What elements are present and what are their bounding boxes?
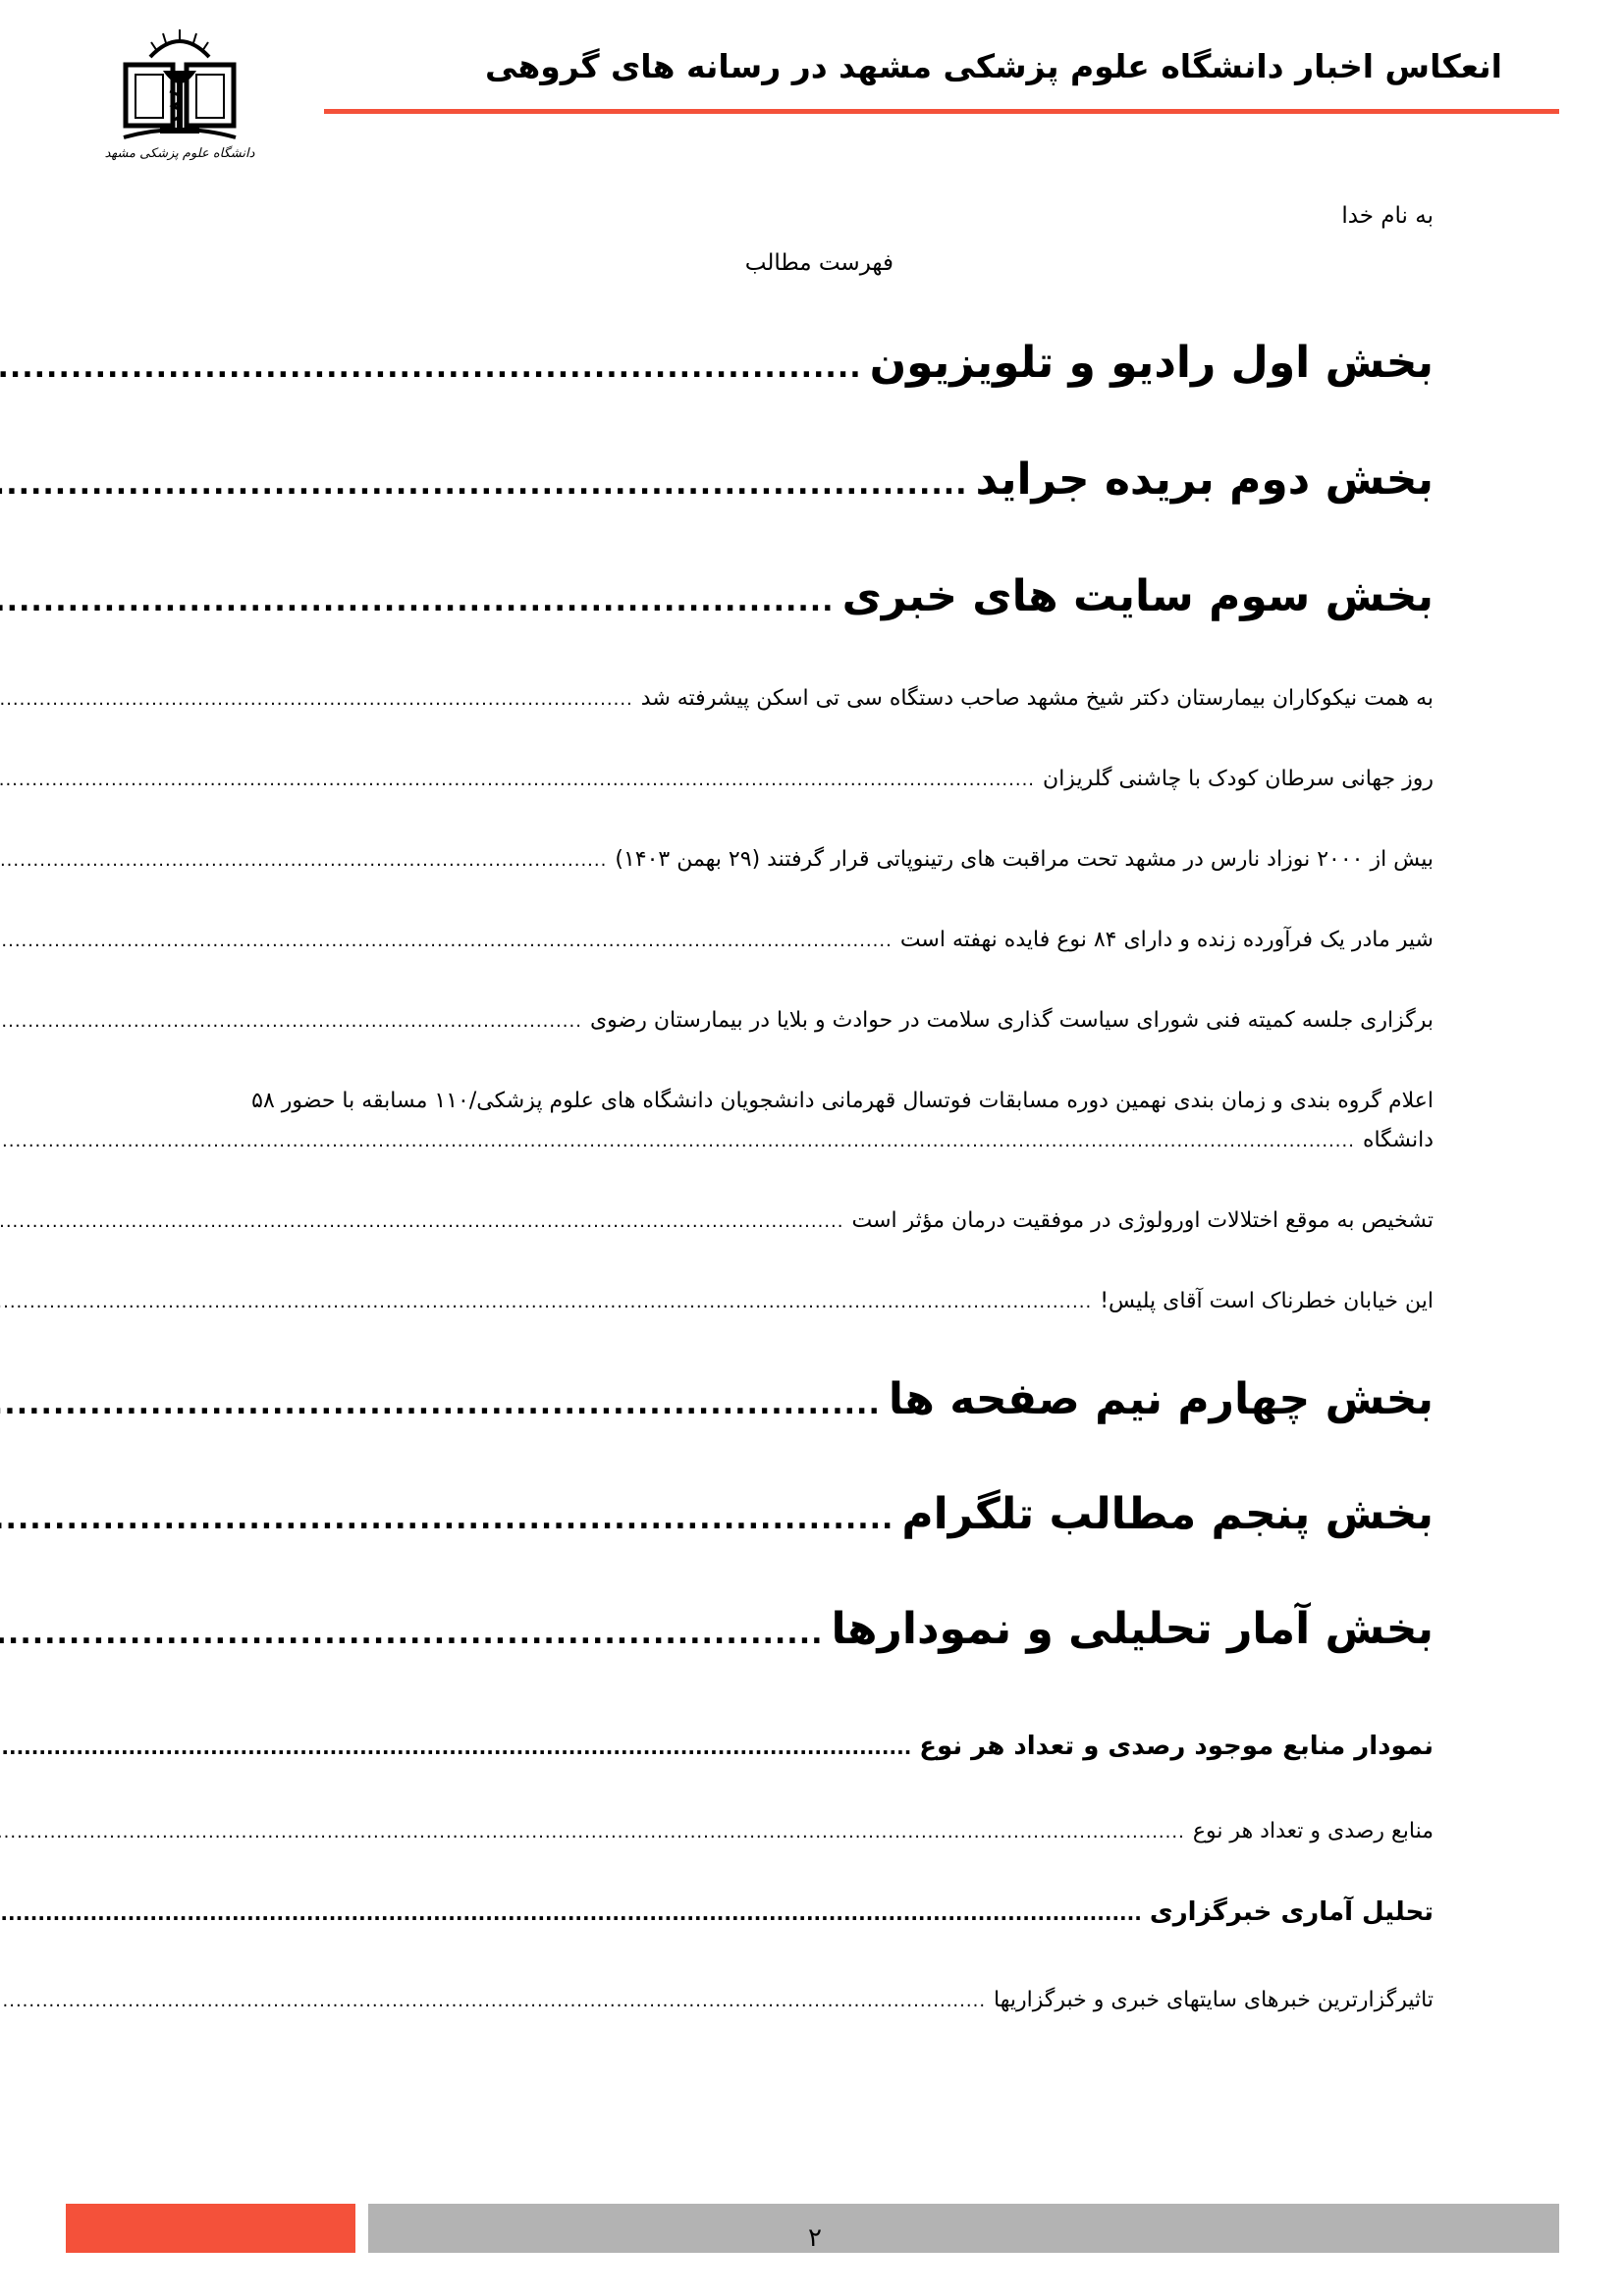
toc-leader-dots: [0, 1292, 1092, 1312]
toc-leader-dots: [0, 1502, 893, 1536]
toc-leader-dots: [0, 467, 968, 502]
toc-entry-item[interactable]: [196, 1128, 1434, 1152]
toc-leader-dots: [0, 1901, 1142, 1925]
toc-leader-dots: [0, 1131, 1355, 1151]
toc-entry-item-line1[interactable]: اعلام گروه بندی و زمان بندی نهمین دوره مسابقات فوتسال قهرمانی دانشجویان دانشگاه های علوم پزشکی/۱۱۰ مسابقه با حضور ۵۸: [251, 1089, 1434, 1113]
toc-entry-label: شیر مادر یک فرآورده زنده و دارای ۸۴ نوع فایده نهفته است: [899, 928, 1434, 952]
toc-leader-dots: [0, 350, 862, 385]
toc-entry-label: برگزاری جلسه کمیته فنی شورای سیاست گذاری سلامت در حوادث و بلایا در بیمارستان رضوی: [589, 1008, 1434, 1033]
toc-leader-dots: [0, 1991, 986, 2011]
toc-entry-label: بخش پنجم مطالب تلگرام: [901, 1489, 1434, 1539]
toc-leader-dots: [0, 1011, 582, 1032]
toc-leader-dots: [0, 1617, 824, 1651]
toc-entry-section-1[interactable]: [196, 338, 1434, 388]
toc-leader-dots: [0, 584, 835, 618]
toc-entry-label: بیش از ۲۰۰۰ نوزاد نارس در مشهد تحت مراقبت های رتینوپاتی قرار گرفتند (۲۹ بهمن ۱۴۰۳): [615, 847, 1434, 872]
toc-entry-label: این خیابان خطرناک است آقای پلیس!: [1100, 1289, 1434, 1313]
toc-entry-label: بخش چهارم نیم صفحه ها: [888, 1374, 1434, 1424]
toc-entry-section-4[interactable]: [196, 1374, 1434, 1424]
bismillah-text: به نام خدا: [1341, 203, 1434, 229]
toc-leader-dots: [0, 770, 1035, 790]
toc-entry-label: نمودار منابع موجود رصدی و تعداد هر نوع: [919, 1732, 1434, 1761]
toc-entry-item[interactable]: [196, 1819, 1434, 1843]
logo-caption-text: دانشگاه علوم پزشکی مشهد: [104, 146, 255, 161]
toc-entry-item[interactable]: [196, 928, 1434, 952]
toc-entry-subsection[interactable]: [196, 1732, 1434, 1761]
toc-leader-dots: [0, 1735, 911, 1759]
toc-leader-dots: [0, 689, 633, 710]
toc-entry-item[interactable]: [196, 1008, 1434, 1033]
toc-entry-label: تشخیص به موقع اختلالات اورولوژی در موفقیت درمان مؤثر است: [851, 1208, 1434, 1233]
toc-entry-item[interactable]: [196, 1208, 1434, 1233]
toc-entry-item[interactable]: [196, 686, 1434, 711]
toc-leader-dots: [0, 1822, 1185, 1842]
header-divider: [324, 109, 1559, 114]
toc-entry-label: به همت نیکوکاران بیمارستان دکتر شیخ مشهد صاحب دستگاه سی تی اسکن پیشرفته شد: [640, 686, 1434, 711]
toc-leader-dots: [0, 850, 607, 871]
toc-entry-label: تحلیل آماری خبرگزاری: [1149, 1897, 1434, 1927]
toc-entry-label: دانشگاه: [1362, 1128, 1434, 1152]
toc-entry-section-3[interactable]: [196, 571, 1434, 621]
toc-title: فهرست مطالب: [744, 250, 893, 276]
toc-entry-item[interactable]: [196, 767, 1434, 791]
toc-entry-section-2[interactable]: [196, 454, 1434, 505]
toc-entry-label: بخش اول رادیو و تلویزیون: [869, 338, 1434, 388]
page-number: ۲: [808, 2223, 822, 2253]
toc-entry-label: بخش سوم سایت های خبری: [841, 571, 1434, 621]
toc-entry-label: بخش آمار تحلیلی و نمودارها: [831, 1604, 1434, 1654]
toc-entry-item[interactable]: [196, 847, 1434, 872]
toc-entry-label: تاثیرگزارترین خبرهای سایتهای خبری و خبرگزاریها: [994, 1988, 1434, 2012]
footer-accent-bar: [66, 2204, 355, 2253]
toc-entry-label: روز جهانی سرطان کودک با چاشنی گلریزان: [1043, 767, 1434, 791]
toc-leader-dots: [0, 1387, 881, 1421]
toc-entry-section-5[interactable]: [196, 1489, 1434, 1539]
toc-entry-item[interactable]: [196, 1988, 1434, 2012]
university-logo-icon: [104, 27, 255, 167]
toc-entry-section-6[interactable]: [196, 1604, 1434, 1654]
toc-leader-dots: [0, 1211, 844, 1232]
toc-entry-label: بخش دوم بریده جراید: [975, 454, 1434, 505]
document-header-title: انعکاس اخبار دانشگاه علوم پزشکی مشهد در رسانه های گروهی: [485, 47, 1502, 85]
footer-gray-bar: [368, 2204, 1559, 2253]
toc-entry-label: منابع رصدی و تعداد هر نوع: [1192, 1819, 1434, 1843]
toc-entry-item[interactable]: [196, 1289, 1434, 1313]
toc-entry-subsection[interactable]: [196, 1897, 1434, 1927]
toc-leader-dots: [0, 931, 893, 951]
